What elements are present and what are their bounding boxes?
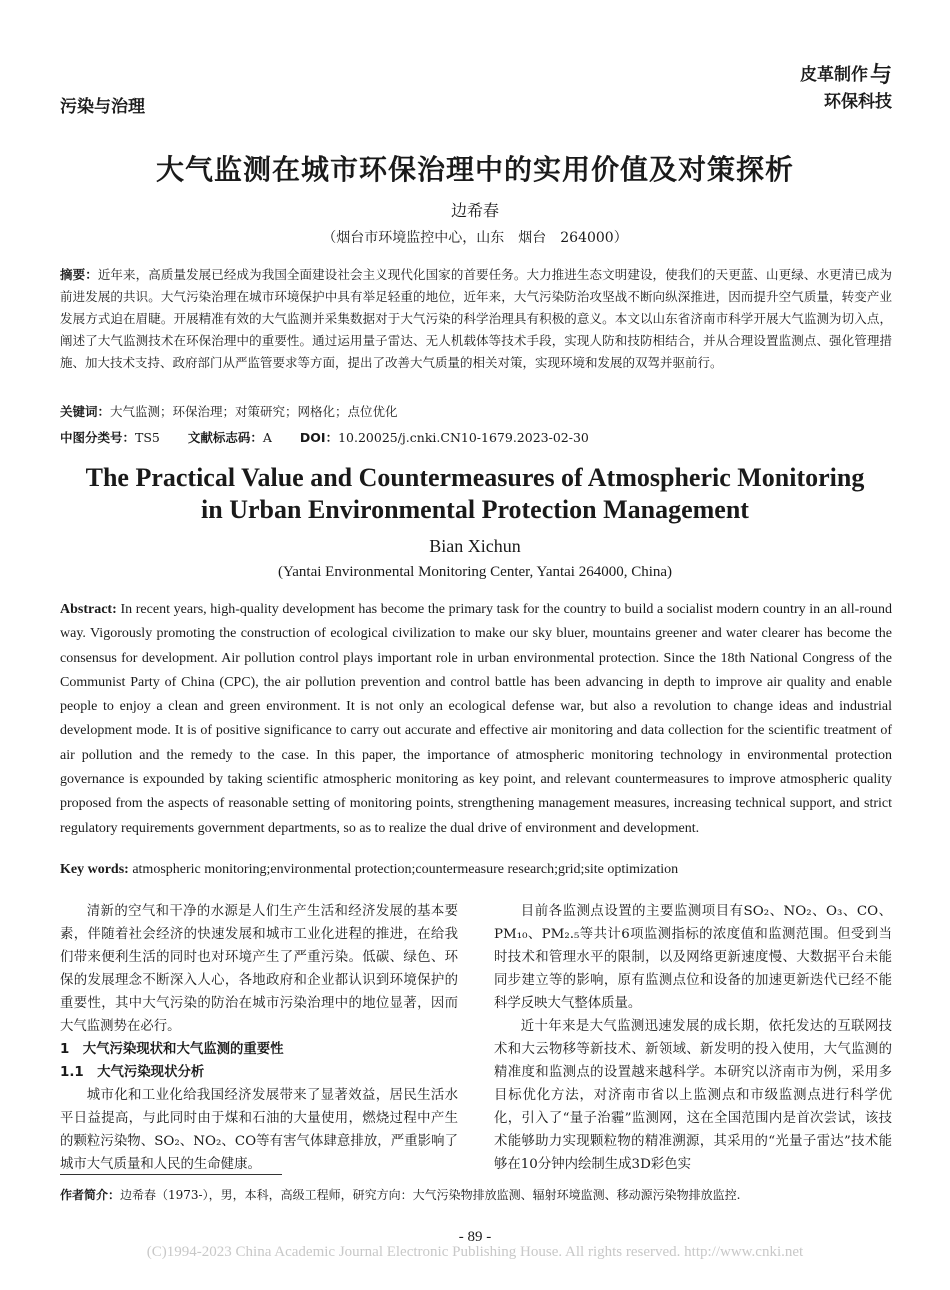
abstract-cn-text: 近年来，高质量发展已经成为我国全面建设社会主义现代化国家的首要任务。大力推进生态文明建设，使我们的天更蓝、山更绿、水更清已成为前进发展的共识。大气污染治理在城市环境保护中具有举足轻重的地位，近年来，大气污染防治攻坚战不断向纵深推进，因而提升空气质量，转变产业发展方式迫在眉睫。开展精准有效的大气监测并采集数据对于大气污染的科学治理具有积极的意义。本文以山东省济南市科学开展大气监测为切入点，阐述了大气监测技术在环保治理中的重要性。通过运用量子雷达、无人机载体等技术手段，实现人防和技防相结合，并从合理设置监测点、强化管理措施、加大技术支持、政府部门从严监管要求等方面，提出了改善大气质量的相关对策，实现环境和发展的双驾并驱前行。 <box>60 267 892 370</box>
clc-value: TS5 <box>135 430 160 445</box>
brand-line-1: 皮革制作 <box>799 65 868 85</box>
body-column-left <box>60 900 458 1176</box>
classification-line <box>60 428 892 446</box>
copyright-watermark: (C)1994-2023 China Academic Journal Electronic Publishing House. All rights reserved. http://www.cnki.net <box>146 1244 804 1260</box>
section-heading-1-1: 1.1 大气污染现状分析 <box>60 1065 205 1080</box>
journal-logo-icon: 与 <box>869 63 892 88</box>
title-en-line-1: The Practical Value and Countermeasures of Atmospheric Monitoring <box>85 463 865 492</box>
clc-label: 中图分类号： <box>60 430 136 445</box>
author-footnote <box>60 1186 892 1203</box>
keywords-en <box>60 862 892 878</box>
footnote-divider <box>60 1174 282 1175</box>
doi-label: DOI： <box>299 430 339 445</box>
body-paragraph: 清新的空气和干净的水源是人们生产生活和经济发展的基本要素，伴随着社会经济的快速发展和城市工业化进程的推进，在给我们带来便利生活的同时也对环境产生了严重污染。低碳、绿色、环保的发展理念不断深入人心，各地政府和企业都认识到环境保护的重要性，其中大气污染的防治在城市污染治理中的地位显著，因而大气监测势在必行。 <box>60 904 458 1034</box>
abstract-en-text: In recent years, high-quality development has become the primary task for the country to build a socialist modern country in an all-round way. Vigorously promoting the construction of ecological civilization to make our sky bluer, mountains greener and water clearer has become the consensus for development. Air pollution control plays important role in urban environmental protection. Since the 18th National Congress of the Communist Party of China (CPC), the air pollution prevention and control battle has been advancing in depth to improve air quality and enable people to enjoy a clean and green environment. It is not only an ecological defense war, but also a revolution to change ideas and industrial development mode. It is of positive significance to carry out accurate and effective air monitoring and data collection for the scientific treatment of air pollution and the remedy to the case. In this paper, the importance of atmospheric monitoring technology in environmental protection governance is expounded by taking scientific atmospheric monitoring as key point, and relevant countermeasures to improve atmospheric quality proposed from the aspects of reasonable setting of monitoring points, strengthening management measures, increasing technical support, and strict regulatory requirements government departments, so as to realize the dual drive of environment and development. <box>60 602 893 836</box>
page-number: - 89 - <box>458 1229 492 1245</box>
keywords-cn <box>60 402 892 420</box>
paper-title-en <box>0 462 950 526</box>
brand-line-2: 环保科技 <box>824 92 892 112</box>
doi-value: 10.20025/j.cnki.CN10-1679.2023-02-30 <box>338 430 589 445</box>
body-paragraph: 近十年来是大气监测迅速发展的成长期，依托发达的互联网技术和大云物移等新技术、新领域、新发明的投入使用，大气监测的精准度和监测点的设置越来越科学。本研究以济南市为例，采用多目标优化方法，对济南市省以上监测点和市级监测点进行科学优化，引入了“量子治霾”监测网，这在全国范围内是首次尝试，该技术能够助力实现颗粒物的精准溯源，其采用的“光量子雷达”技术能够在10分钟内绘制生成3D彩色实 <box>494 1019 892 1172</box>
abstract-en <box>60 598 892 841</box>
journal-brand <box>800 62 892 116</box>
body-column-right <box>494 900 892 1176</box>
affiliation-en: (Yantai Environmental Monitoring Center, Yantai 264000, China) <box>277 564 673 580</box>
abstract-cn <box>60 264 892 374</box>
section-heading-1: 1 大气污染现状和大气监测的重要性 <box>60 1042 284 1057</box>
abstract-en-label: Abstract: <box>60 602 117 617</box>
paper-title-cn: 大气监测在城市环保治理中的实用价值及对策探析 <box>155 153 794 186</box>
author-en: Bian Xichun <box>429 536 521 556</box>
doc-code-value: A <box>262 430 272 445</box>
keywords-en-label: Key words: <box>60 862 129 877</box>
abstract-cn-label: 摘要： <box>60 267 98 282</box>
title-en-line-2: in Urban Environmental Protection Management <box>201 495 749 524</box>
doc-code-label: 文献标志码： <box>187 430 263 445</box>
keywords-cn-text: 大气监测；环保治理；对策研究；网格化；点位优化 <box>110 404 398 419</box>
keywords-cn-label: 关键词： <box>60 404 111 419</box>
body-paragraph: 城市化和工业化给我国经济发展带来了显著效益，居民生活水平日益提高，与此同时由于煤和石油的大量使用，燃烧过程中产生的颗粒污染物、SO₂、NO₂、CO等有害气体肆意排放，严重影响了城市大气质量和人民的生命健康。 <box>60 1088 458 1172</box>
author-cn: 边希春 <box>450 201 499 220</box>
keywords-en-text: atmospheric monitoring;environmental protection;countermeasure research;grid;site optimization <box>132 862 679 877</box>
section-label: 污染与治理 <box>60 97 145 117</box>
body-paragraph: 目前各监测点设置的主要监测项目有SO₂、NO₂、O₃、CO、PM₁₀、PM₂.₅等共计6项监测指标的浓度值和监测范围。但受到当时技术和管理水平的限制，以及网络更新速度慢、大数据平台未能同步建立等的影响，原有监测点位和设备的加速更新迭代已经不能科学反映大气整体质量。 <box>494 904 892 1011</box>
affiliation-cn: （烟台市环境监控中心，山东 烟台 264000） <box>322 230 628 246</box>
footnote-text: 边希春（1973-），男，本科，高级工程师，研究方向：大气污染物排放监测、辐射环境监测、移动源污染物排放监控. <box>120 1188 741 1202</box>
footnote-label: 作者简介： <box>60 1188 121 1202</box>
